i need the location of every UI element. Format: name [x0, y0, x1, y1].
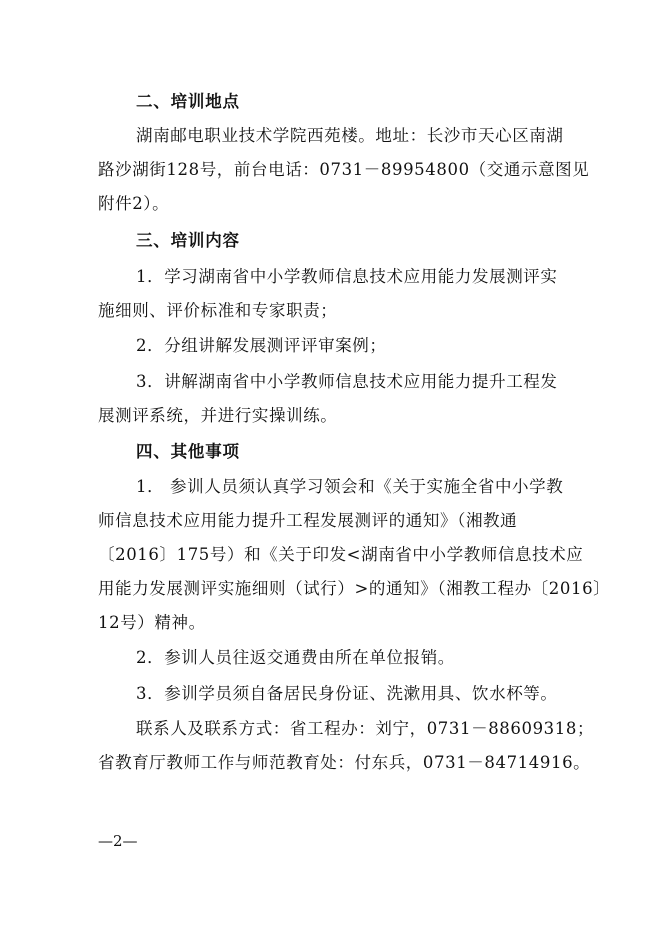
- section-heading-location: 二、培训地点: [136, 92, 240, 111]
- content-item-1-line-1: 1．学习湖南省中小学教师信息技术应用能力发展测评实: [136, 267, 558, 286]
- location-line-2: 路沙湖街128号，前台电话：0731－89954800（交通示意图见: [98, 160, 590, 179]
- other-item-3-line-1: 3．参训学员须自备居民身份证、洗漱用具、饮水杯等。: [136, 684, 558, 703]
- page-number: —2—: [98, 832, 138, 850]
- other-item-2-line-1: 2．参训人员往返交通费由所在单位报销。: [136, 648, 455, 667]
- content-item-3-line-1: 3．讲解湖南省中小学教师信息技术应用能力提升工程发: [136, 372, 558, 391]
- location-line-1: 湖南邮电职业技术学院西苑楼。地址：长沙市天心区南湖: [136, 126, 564, 145]
- content-item-2-line-1: 2．分组讲解发展测评评审案例；: [136, 336, 387, 355]
- other-item-1-line-1: 1． 参训人员须认真学习领会和《关于实施全省中小学教: [136, 477, 564, 496]
- location-line-3: 附件2）。: [98, 194, 170, 213]
- other-item-1-line-4: 用能力发展测评实施细则（试行）>的通知》（湘教工程办〔2016〕: [98, 579, 611, 598]
- other-item-1-line-5: 12号）精神。: [98, 613, 206, 632]
- contact-line-2: 省教育厅教师工作与师范教育处：付东兵，0731－84714916。: [98, 753, 591, 772]
- other-item-1-line-2: 师信息技术应用能力提升工程发展测评的通知》（湘教通: [98, 511, 518, 530]
- content-item-3-line-2: 展测评系统，并进行实操训练。: [98, 406, 338, 425]
- other-item-1-line-3: 〔2016〕175号）和《关于印发<湖南省中小学教师信息技术应: [98, 545, 584, 564]
- section-heading-content: 三、培训内容: [136, 231, 240, 250]
- section-heading-other: 四、其他事项: [136, 442, 240, 461]
- content-item-1-line-2: 施细则、评价标准和专家职责；: [98, 301, 338, 320]
- contact-line-1: 联系人及联系方式：省工程办：刘宁，0731－88609318；: [136, 719, 595, 738]
